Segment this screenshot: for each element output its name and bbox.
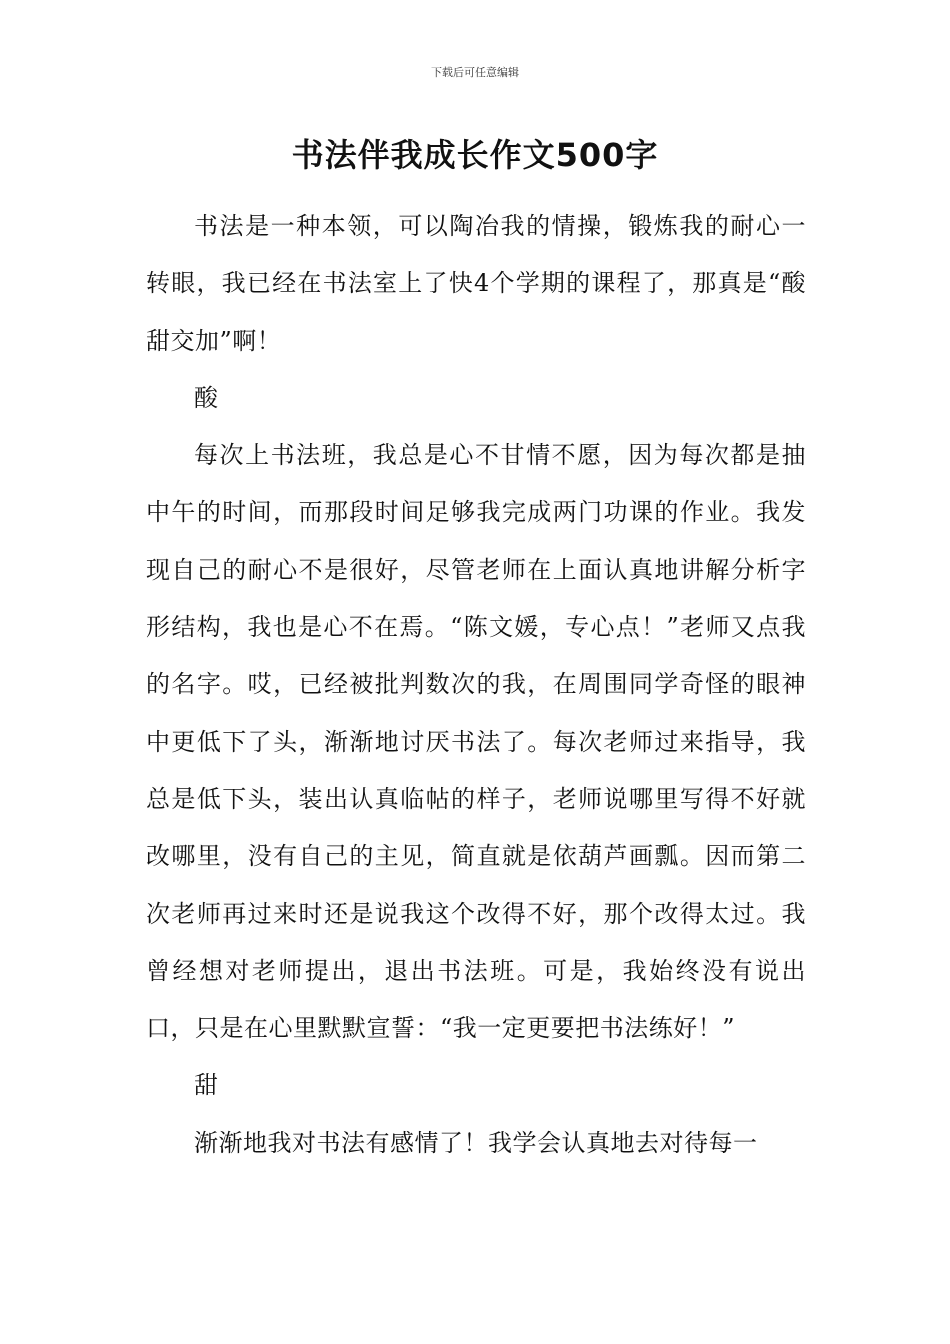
header-note: 下载后可任意编辑: [431, 66, 519, 79]
paragraph-sour: 每次上书法班，我总是心不甘情不愿，因为每次都是抽中午的时间，而那段时间足够我完成两门功课的作业。我发现自己的耐心不是很好，尽管老师在上面认真地讲解分析字形结构，我也是心不在焉。“陈文媛，专心点！”老师又点我的名字。哎，已经被批判数次的我，在周围同学奇怪的眼神中更低下了头，渐渐地讨厌书法了。每次老师过来指导，我总是低下头，装出认真临帖的样子，老师说哪里写得不好就改哪里，没有自己的主见，简直就是依葫芦画瓢。因而第二次老师再过来时还是说我这个改得不好，那个改得太过。我曾经想对老师提出，退出书法班。可是，我始终没有说出口，只是在心里默默宣誓：“我一定更要把书法练好！”: [146, 441, 806, 1043]
section-heading-sweet: 甜: [194, 1071, 219, 1100]
section-heading-sour: 酸: [194, 383, 219, 412]
paragraph-intro: 书法是一种本领，可以陶冶我的情操，锻炼我的耐心一转眼，我已经在书法室上了快4个学期的课程了，那真是“酸甜交加”啊！: [146, 212, 806, 355]
document-body: [146, 198, 806, 1172]
document-title: 书法伴我成长作文500字: [291, 136, 659, 174]
paragraph-sweet: 渐渐地我对书法有感情了！我学会认真地去对待每一: [194, 1128, 758, 1157]
